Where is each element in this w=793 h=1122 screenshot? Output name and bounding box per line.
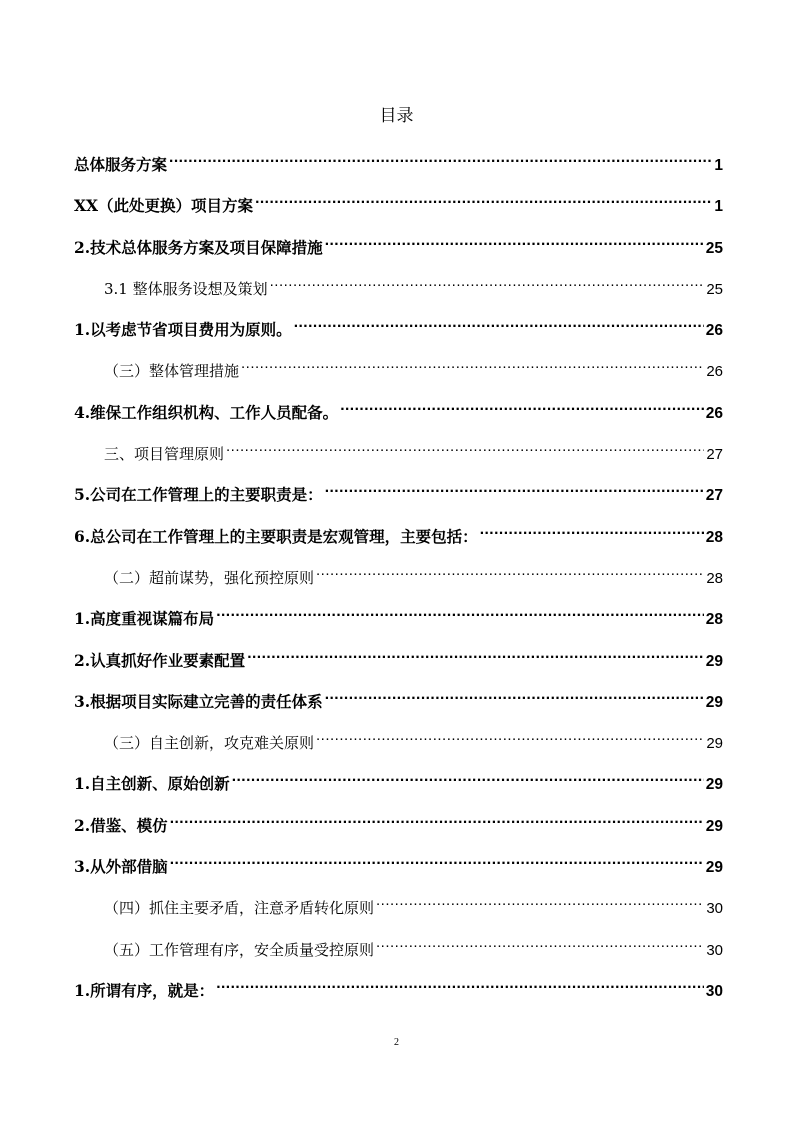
toc-entry-text: 1.自主创新、原始创新 — [74, 774, 230, 794]
toc-entry[interactable] — [74, 311, 723, 352]
toc-entry-text: 3.根据项目实际建立完善的责任体系 — [74, 691, 323, 711]
toc-entry-text: 3.1 整体服务设想及策划 — [104, 279, 268, 298]
toc-entry-text: 三、项目管理原则 — [104, 445, 225, 464]
toc-entry[interactable] — [74, 683, 723, 724]
toc-entry-page-number: 28 — [706, 569, 723, 587]
toc-entry[interactable] — [74, 229, 723, 270]
toc-entry-page-number: 28 — [705, 528, 723, 546]
toc-entry[interactable] — [74, 765, 723, 806]
toc-entry-text: 6.总公司在工作管理上的主要职责是宏观管理，主要包括： — [74, 526, 478, 546]
toc-entry-text: 1.高度重视谋篇布局 — [74, 609, 215, 629]
page-number: 2 — [394, 1037, 399, 1048]
toc-entry-page-number: 27 — [705, 487, 723, 505]
toc-entry-page-number: 1 — [714, 198, 723, 216]
toc-entry[interactable] — [74, 724, 723, 765]
toc-entry-text: 2.技术总体服务方案及项目保障措施 — [74, 237, 323, 257]
toc-dot-leader — [340, 394, 704, 418]
toc-entry-page-number: 29 — [705, 693, 723, 711]
toc-entry-page-number: 26 — [706, 363, 723, 381]
toc-entry[interactable] — [74, 931, 723, 972]
toc-entry[interactable] — [74, 518, 723, 559]
toc-dot-leader — [170, 848, 704, 872]
toc-entry-page-number: 29 — [705, 817, 723, 835]
toc-dot-leader — [241, 352, 704, 376]
toc-entry[interactable] — [74, 972, 723, 1013]
toc-entry-page-number: 1 — [714, 157, 723, 174]
toc-entry[interactable] — [74, 476, 723, 517]
toc-entry-page-number: 29 — [705, 776, 723, 794]
toc-entry-text: 2.借鉴、模仿 — [74, 815, 168, 835]
toc-dot-leader — [376, 889, 704, 913]
toc-entry[interactable] — [74, 600, 723, 641]
toc-entry-text: （三）整体管理措施 — [104, 362, 240, 381]
toc-dot-leader — [216, 600, 704, 624]
toc-entry-text: XX（此处更换）项目方案 — [74, 196, 254, 216]
toc-entry-page-number: 28 — [705, 611, 723, 629]
toc-entry-text: （五）工作管理有序，安全质量受控原则 — [104, 940, 375, 959]
toc-dot-leader — [325, 683, 704, 707]
toc-dot-leader — [255, 187, 712, 211]
toc-entry[interactable] — [74, 187, 723, 228]
toc-entry-page-number: 30 — [706, 900, 723, 918]
toc-entry[interactable] — [74, 394, 723, 435]
table-of-contents — [74, 146, 723, 1013]
toc-dot-leader — [170, 807, 704, 831]
toc-dot-leader — [216, 972, 704, 996]
toc-entry-text: 2.认真抓好作业要素配置 — [74, 650, 246, 670]
toc-entry-text: 1.以考虑节省项目费用为原则。 — [74, 320, 292, 340]
toc-entry-text: 5.公司在工作管理上的主要职责是： — [74, 485, 323, 505]
toc-dot-leader — [325, 476, 704, 500]
toc-dot-leader — [232, 765, 704, 789]
toc-entry[interactable] — [74, 559, 723, 600]
toc-entry-text: 总体服务方案 — [74, 155, 168, 174]
toc-entry[interactable] — [74, 146, 723, 187]
toc-entry-text: 3.从外部借脑 — [74, 857, 168, 877]
toc-entry[interactable] — [74, 807, 723, 848]
toc-entry-text: （四）抓住主要矛盾，注意矛盾转化原则 — [104, 899, 375, 918]
toc-entry-page-number: 26 — [705, 404, 723, 422]
toc-dot-leader — [316, 559, 704, 583]
toc-entry-page-number: 27 — [706, 446, 723, 464]
toc-dot-leader — [169, 146, 712, 170]
toc-title: 目录 — [379, 106, 414, 126]
toc-entry-page-number: 29 — [705, 652, 723, 670]
toc-dot-leader — [316, 724, 704, 748]
toc-dot-leader — [270, 270, 705, 294]
toc-entry-text: 4.维保工作组织机构、工作人员配备。 — [74, 402, 339, 422]
toc-entry[interactable] — [74, 848, 723, 889]
toc-entry-page-number: 25 — [706, 280, 723, 298]
toc-entry[interactable] — [74, 435, 723, 476]
toc-entry[interactable] — [74, 352, 723, 393]
toc-dot-leader — [325, 229, 704, 253]
toc-entry-page-number: 29 — [705, 859, 723, 877]
toc-dot-leader — [480, 518, 704, 542]
toc-entry-page-number: 25 — [705, 239, 723, 257]
toc-entry[interactable] — [74, 642, 723, 683]
toc-entry-text: （二）超前谋势，强化预控原则 — [104, 568, 315, 587]
toc-entry-text: 1.所谓有序，就是： — [74, 980, 215, 1000]
toc-dot-leader — [376, 931, 704, 955]
toc-dot-leader — [294, 311, 704, 335]
toc-dot-leader — [226, 435, 704, 459]
toc-entry-text: （三）自主创新，攻克难关原则 — [104, 734, 315, 753]
toc-entry-page-number: 26 — [705, 322, 723, 340]
toc-entry-page-number: 29 — [706, 735, 723, 753]
toc-entry-page-number: 30 — [706, 941, 723, 959]
toc-entry-page-number: 30 — [705, 982, 723, 1000]
toc-entry[interactable] — [74, 889, 723, 930]
toc-entry[interactable] — [74, 270, 723, 311]
toc-dot-leader — [247, 642, 704, 666]
